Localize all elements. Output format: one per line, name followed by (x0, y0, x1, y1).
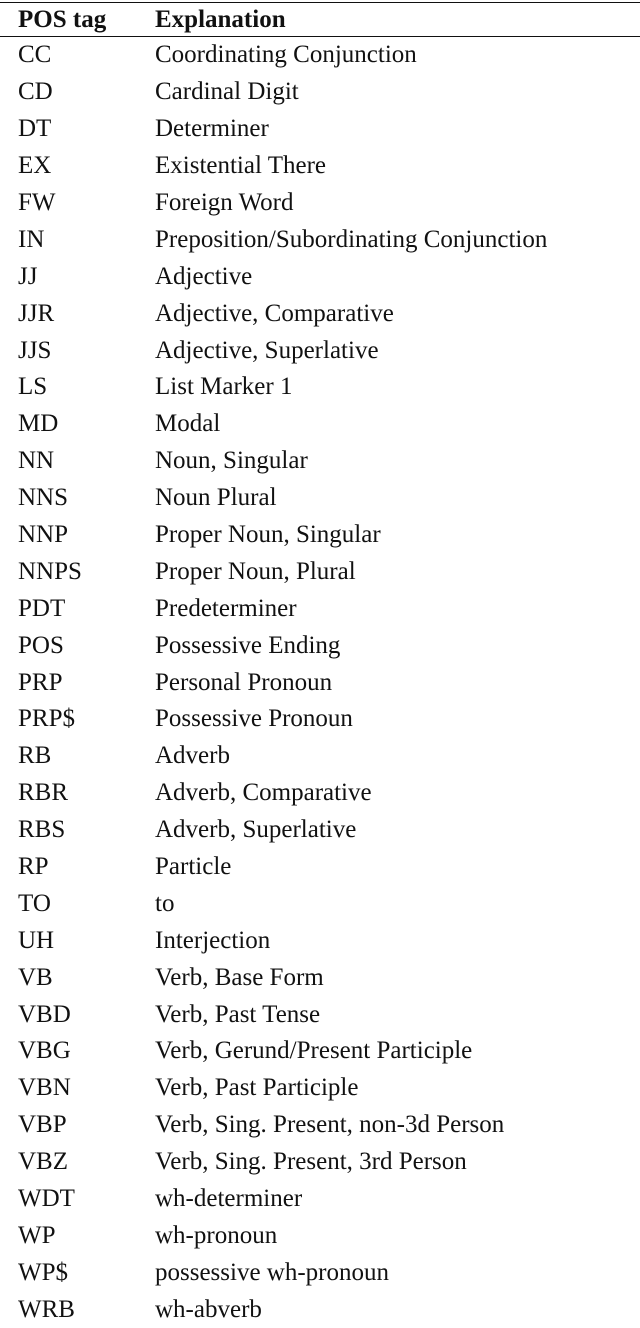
table-row (0, 111, 640, 148)
table-row (0, 701, 640, 738)
table-header-row (0, 3, 640, 36)
table-row (0, 959, 640, 996)
explanation-cell: Verb, Past Tense (155, 1000, 321, 1028)
explanation-cell: Adverb (155, 742, 230, 770)
explanation-cell: Adverb, Comparative (155, 779, 372, 807)
table-row (0, 996, 640, 1033)
explanation-cell: Preposition/Subordinating Conjunction (155, 225, 548, 253)
table-row (0, 885, 640, 922)
pos-tag-cell: FW (18, 189, 56, 216)
table-row (0, 775, 640, 812)
pos-tag-cell: UH (18, 926, 55, 954)
pos-tag-cell: NN (18, 447, 55, 475)
table-row (0, 406, 640, 443)
explanation-cell: Personal Pronoun (155, 668, 333, 696)
pos-tag-cell: WP$ (18, 1258, 68, 1286)
pos-tag-cell: JJR (18, 299, 55, 327)
header-explanation: Explanation (155, 5, 286, 33)
pos-tag-cell: WDT (18, 1185, 75, 1213)
pos-tag-cell: CD (18, 78, 53, 106)
explanation-cell: Proper Noun, Plural (155, 557, 356, 585)
table-row (0, 590, 640, 627)
explanation-cell: Particle (155, 853, 232, 881)
explanation-cell: Existential There (155, 152, 327, 180)
table-row (0, 922, 640, 959)
explanation-cell: Proper Noun, Singular (155, 521, 381, 549)
explanation-cell: possessive wh-pronoun (155, 1258, 390, 1286)
table-row (0, 1254, 640, 1291)
pos-tag-cell: LS (18, 373, 48, 401)
table-row (0, 480, 640, 517)
table-row (0, 443, 640, 480)
pos-tag-cell: WRB (18, 1295, 75, 1323)
table-row (0, 664, 640, 701)
pos-tag-cell: WP (18, 1221, 56, 1249)
pos-tag-cell: RB (18, 742, 52, 770)
pos-tag-cell: VBZ (18, 1148, 68, 1176)
pos-tag-cell: DT (18, 115, 52, 143)
pos-tag-cell: RBS (18, 816, 66, 844)
table-row (0, 812, 640, 849)
explanation-cell: wh-abverb (155, 1295, 262, 1323)
table-row (0, 849, 640, 886)
pos-tag-cell: VBD (18, 1000, 71, 1028)
pos-tag-cell: PDT (18, 594, 66, 622)
explanation-cell: wh-pronoun (155, 1221, 278, 1249)
explanation-cell: Possessive Pronoun (155, 705, 353, 733)
pos-tag-cell: VBG (18, 1037, 71, 1065)
explanation-cell: Coordinating Conjunction (155, 41, 417, 69)
table-row (0, 185, 640, 222)
pos-tag-cell: TO (18, 889, 51, 917)
explanation-cell: Possessive Ending (155, 631, 341, 659)
pos-tag-cell: VBP (18, 1111, 67, 1139)
pos-tag-cell: NNS (18, 484, 69, 512)
pos-tag-cell: PRP$ (18, 705, 75, 733)
table-row (0, 1107, 640, 1144)
table-row (0, 37, 640, 74)
table-row (0, 74, 640, 111)
explanation-cell: wh-determiner (155, 1185, 303, 1213)
explanation-cell: Adjective, Comparative (155, 299, 394, 327)
pos-tag-cell: VB (18, 963, 53, 991)
table-row (0, 332, 640, 369)
pos-tag-cell: NNPS (18, 557, 82, 585)
pos-tag-cell: MD (18, 410, 59, 438)
explanation-cell: Verb, Sing. Present, 3rd Person (155, 1148, 467, 1176)
table-row (0, 148, 640, 185)
table-row (0, 1291, 640, 1328)
pos-tag-cell: IN (18, 225, 45, 253)
explanation-cell: List Marker 1 (155, 373, 293, 401)
explanation-cell: Foreign Word (155, 189, 294, 216)
explanation-cell: Adjective (155, 262, 253, 290)
pos-tag-cell: JJS (18, 336, 52, 364)
pos-tag-cell: JJ (18, 262, 38, 290)
table-row (0, 1218, 640, 1255)
pos-tag-cell: EX (18, 152, 52, 180)
explanation-cell: Adverb, Superlative (155, 816, 357, 844)
pos-tag-cell: RBR (18, 779, 69, 807)
table-row (0, 1070, 640, 1107)
pos-tag-cell: VBN (18, 1074, 71, 1102)
table-row (0, 553, 640, 590)
table-row (0, 627, 640, 664)
pos-tag-cell: NNP (18, 521, 69, 549)
explanation-cell: Noun, Singular (155, 447, 308, 475)
explanation-cell: Noun Plural (155, 484, 277, 512)
explanation-cell: Determiner (155, 115, 269, 143)
pos-tag-cell: PRP (18, 668, 63, 696)
explanation-cell: Verb, Sing. Present, non-3d Person (155, 1111, 505, 1139)
table-body (0, 37, 640, 1328)
table-row (0, 1144, 640, 1181)
table-row (0, 295, 640, 332)
table-row (0, 221, 640, 258)
table-row (0, 369, 640, 406)
pos-tag-cell: RP (18, 853, 49, 881)
explanation-cell: Verb, Gerund/Present Participle (155, 1037, 473, 1065)
explanation-cell: Verb, Base Form (155, 963, 324, 991)
explanation-cell: Modal (155, 410, 221, 438)
table-row (0, 1181, 640, 1218)
table-row (0, 1033, 640, 1070)
table-row (0, 517, 640, 554)
explanation-cell: Interjection (155, 926, 271, 954)
table-row (0, 738, 640, 775)
header-pos-tag: POS tag (18, 5, 107, 33)
explanation-cell: to (155, 889, 175, 917)
explanation-cell: Verb, Past Participle (155, 1074, 359, 1102)
pos-tag-cell: CC (18, 41, 52, 69)
explanation-cell: Adjective, Superlative (155, 336, 379, 364)
explanation-cell: Predeterminer (155, 594, 297, 622)
explanation-cell: Cardinal Digit (155, 78, 299, 106)
table-row (0, 258, 640, 295)
pos-tag-cell: POS (18, 631, 64, 659)
